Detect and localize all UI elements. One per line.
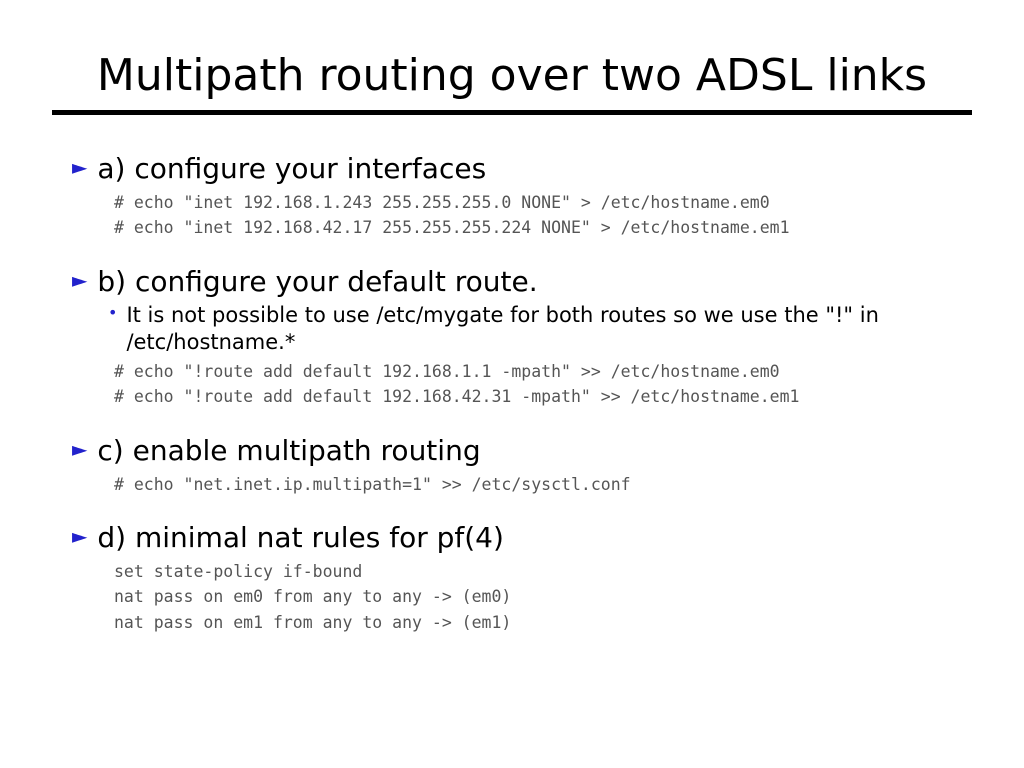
section-b bbox=[72, 265, 972, 410]
slide-content bbox=[72, 152, 972, 653]
bullet-a-label: a) configure your interfaces bbox=[97, 152, 487, 185]
bullet-d bbox=[72, 521, 972, 555]
bullet-a bbox=[72, 152, 972, 186]
dot-bullet-icon: • bbox=[108, 303, 118, 323]
triangle-bullet-icon: ► bbox=[72, 155, 88, 179]
code-a-line-1: # echo "inet 192.168.1.243 255.255.255.0 NONE" > /etc/hostname.em0 bbox=[114, 192, 770, 212]
section-a bbox=[72, 152, 972, 241]
code-c-line-1: # echo "net.inet.ip.multipath=1" >> /etc/sysctl.conf bbox=[114, 474, 631, 494]
code-d-line-2: nat pass on em0 from any to any -> (em0) bbox=[114, 587, 512, 607]
section-d bbox=[72, 521, 972, 635]
subbullet-b-1-label: It is not possible to use /etc/mygate for both routes so we use the "!" in /etc/hostname.* bbox=[126, 303, 879, 354]
page-title: Multipath routing over two ADSL links bbox=[96, 50, 928, 101]
title-underline bbox=[52, 110, 972, 115]
code-b-line-1: # echo "!route add default 192.168.1.1 -mpath" >> /etc/hostname.em0 bbox=[114, 361, 780, 381]
code-d-line-3: nat pass on em1 from any to any -> (em1) bbox=[114, 612, 512, 632]
bullet-c bbox=[72, 434, 972, 468]
code-d-line-1: set state-policy if-bound bbox=[114, 561, 363, 581]
code-a-line-2: # echo "inet 192.168.42.17 255.255.255.224 NONE" > /etc/hostname.em1 bbox=[114, 218, 790, 238]
bullet-b bbox=[72, 265, 972, 299]
triangle-bullet-icon: ► bbox=[72, 267, 88, 292]
code-b-line-2: # echo "!route add default 192.168.42.31 -mpath" >> /etc/hostname.em1 bbox=[114, 387, 800, 407]
triangle-bullet-icon: ► bbox=[72, 436, 88, 461]
bullet-c-label: c) enable multipath routing bbox=[97, 433, 481, 467]
bullet-d-label: d) minimal nat rules for pf(4) bbox=[97, 521, 504, 555]
bullet-b-label: b) configure your default route. bbox=[97, 264, 538, 298]
subbullet-b-1 bbox=[108, 302, 972, 355]
triangle-bullet-icon: ► bbox=[72, 524, 88, 549]
section-c bbox=[72, 434, 972, 497]
